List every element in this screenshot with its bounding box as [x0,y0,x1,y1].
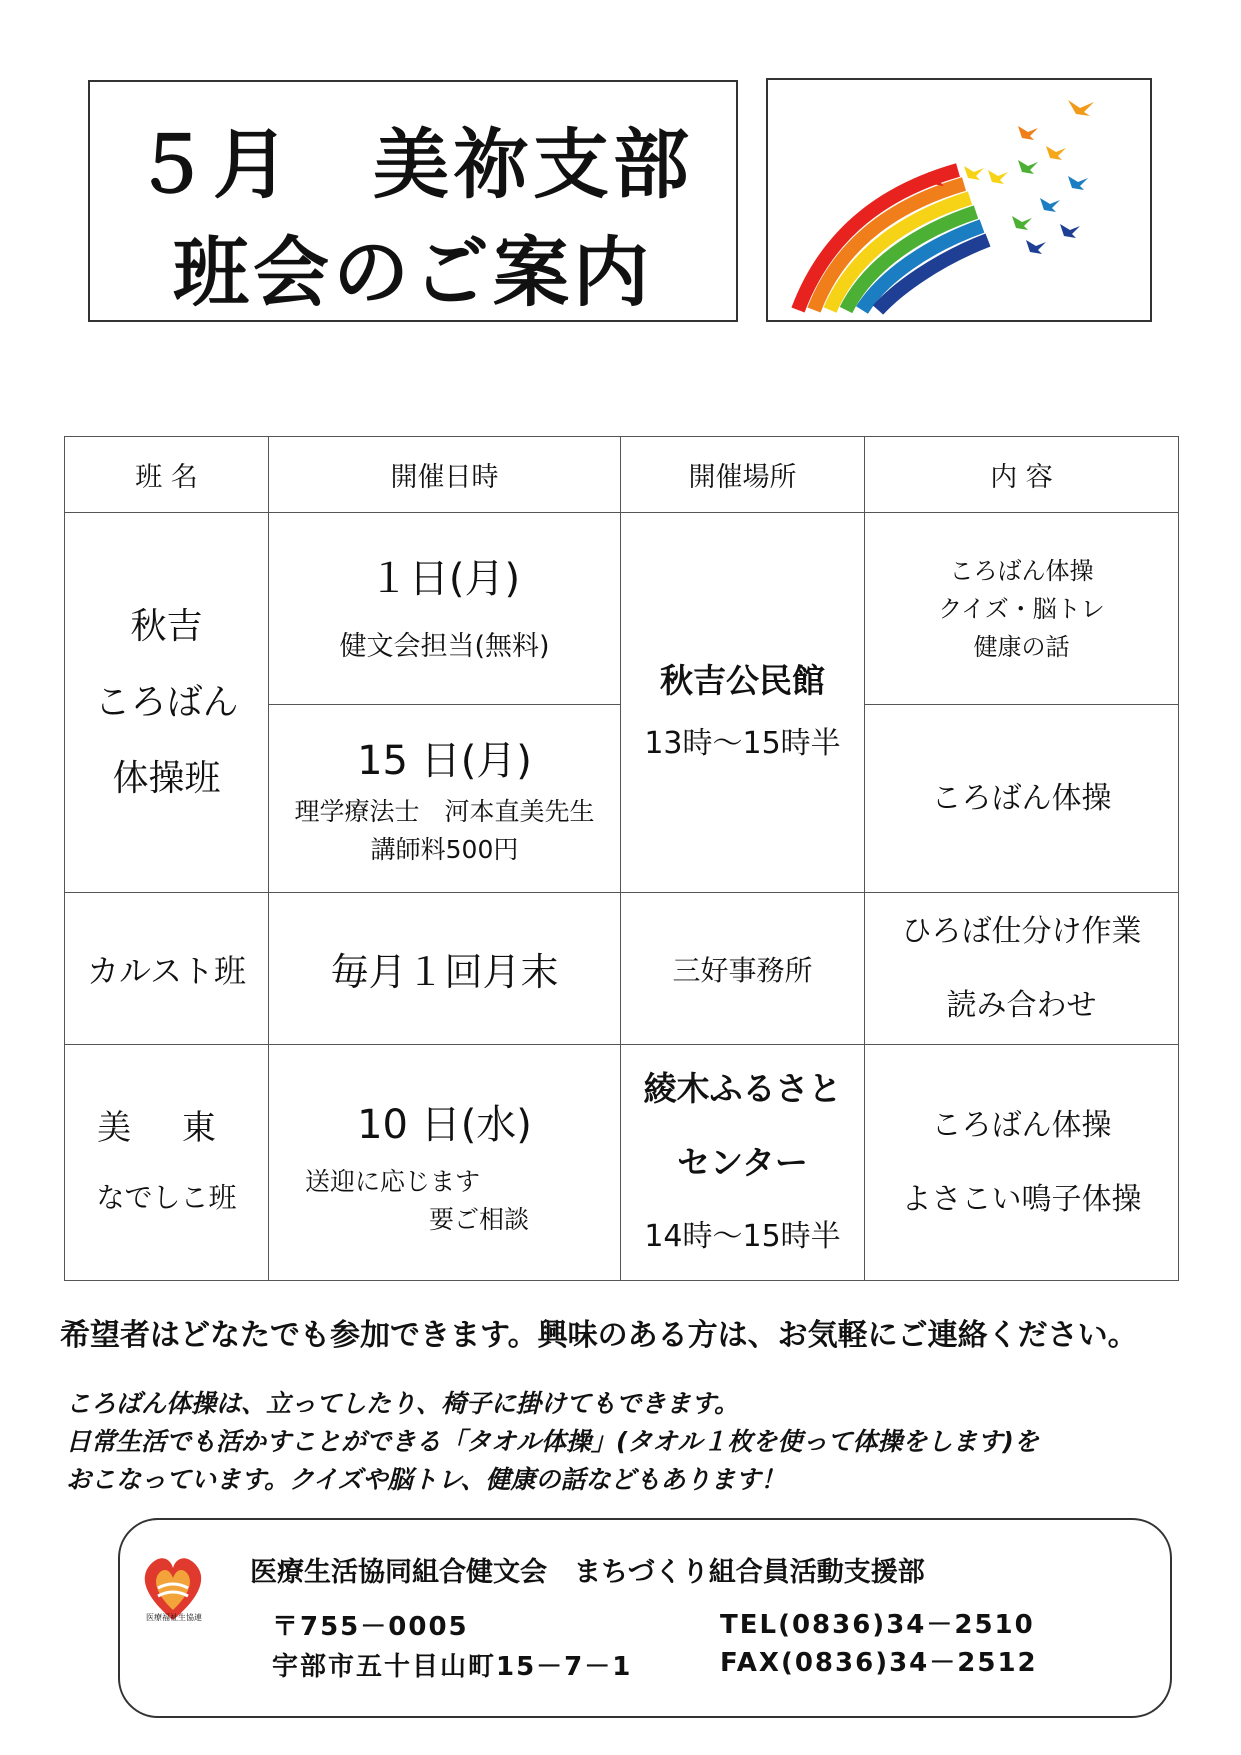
akiyoshi-group-line3: 体操班 [112,757,221,799]
bito-group-line2: なでしこ班 [96,1180,237,1214]
notice-description [66,1385,1206,1499]
table-row-bito [65,1045,1179,1281]
postal-code: 〒755－0005 [272,1612,469,1642]
fax: FAX(0836)34－2512 [720,1648,1038,1678]
akiyoshi-venue-cell [621,513,865,893]
bito-group-line1: 美 東 [97,1107,236,1148]
contact-footer [118,1518,1172,1718]
akiyoshi-content-line1: ころばん体操 [949,556,1094,585]
telephone: TEL(0836)34－2510 [720,1610,1035,1640]
akiyoshi-group-line2: ころばん [94,681,239,723]
bito-date: 10 日(水) [357,1101,532,1148]
akiyoshi-session1-content [865,513,1179,705]
karst-content-line1: ひろば仕分け作業 [901,913,1142,949]
header-content: 内 容 [865,437,1179,513]
akiyoshi-session2-content: ころばん体操 [865,705,1179,893]
notice-line4: おこなっています。クイズや脳トレ、健康の話などもあります！ [66,1465,786,1494]
akiyoshi-session1-datetime [269,513,621,705]
bito-venue-cell [621,1045,865,1281]
rainbow-birds-icon [768,80,1154,324]
organization-name: 医療生活協同組合健文会 まちづくり組合員活動支援部 [250,1557,925,1588]
akiyoshi-content-line2: クイズ・脳トレ [938,594,1105,623]
akiyoshi-session2-datetime [269,705,621,893]
bito-content-line2: よさこい鳴子体操 [901,1181,1142,1217]
header-venue: 開催場所 [621,437,865,513]
akiyoshi-session1-note: 健文会担当(無料) [339,630,550,662]
bito-content-line1: ころばん体操 [931,1107,1112,1143]
table-header-row [65,437,1179,513]
akiyoshi-session2-note1: 理学療法士 河本直美先生 [294,796,595,826]
bito-venue-line1: 綾木ふるさと [643,1068,842,1108]
notice-line2: ころばん体操は、立ってしたり、椅子に掛けてもできます。 [66,1389,740,1418]
akiyoshi-venue-name: 秋吉公民館 [660,660,825,700]
header-group-name: 班 名 [65,437,269,513]
header-datetime: 開催日時 [269,437,621,513]
notice-invitation: 希望者はどなたでも参加できます。興味のある方は、お気軽にご連絡ください。 [60,1318,1138,1353]
page-title-line1: ５月 美祢支部 [133,120,693,209]
title-box [88,80,738,322]
karst-date-cell: 毎月１回月末 [269,893,621,1045]
bito-venue-time: 14時～15時半 [644,1218,841,1254]
akiyoshi-venue-time: 13時～15時半 [644,725,841,761]
akiyoshi-session1-date: １日(月) [368,555,521,602]
karst-content-cell [865,893,1179,1045]
akiyoshi-group-line1: 秋吉 [130,605,203,647]
notice-line3: 日常生活でも活かすことができる「タオル体操」(タオル１枚を使って体操をします)を [66,1427,1039,1456]
bito-datetime-cell [269,1045,621,1281]
karst-content-line2: 読み合わせ [946,987,1097,1023]
karst-venue-cell: 三好事務所 [621,893,865,1045]
bito-note2: 要ご相談 [429,1204,530,1234]
schedule-table [64,436,1179,1281]
karst-group-cell: カルスト班 [65,893,269,1045]
rainbow-illustration [766,78,1152,322]
bito-content-cell [865,1045,1179,1281]
page-title-line2: 班会のご案内 [173,228,653,317]
bito-venue-line2: センター [677,1142,808,1182]
akiyoshi-session2-date: 15 日(月) [357,737,532,784]
akiyoshi-session2-note2: 講師料500円 [370,834,519,864]
table-row-karst [65,893,1179,1045]
bito-note1: 送迎に応じます [305,1166,481,1196]
street-address: 宇部市五十目山町15－7－1 [272,1652,633,1682]
bito-group-cell [65,1045,269,1281]
coop-logo-text: 医療福祉生協連 [146,1613,202,1622]
akiyoshi-content-line3: 健康の話 [973,632,1070,661]
table-row-akiyoshi-1 [65,513,1179,705]
akiyoshi-group-cell [65,513,269,893]
